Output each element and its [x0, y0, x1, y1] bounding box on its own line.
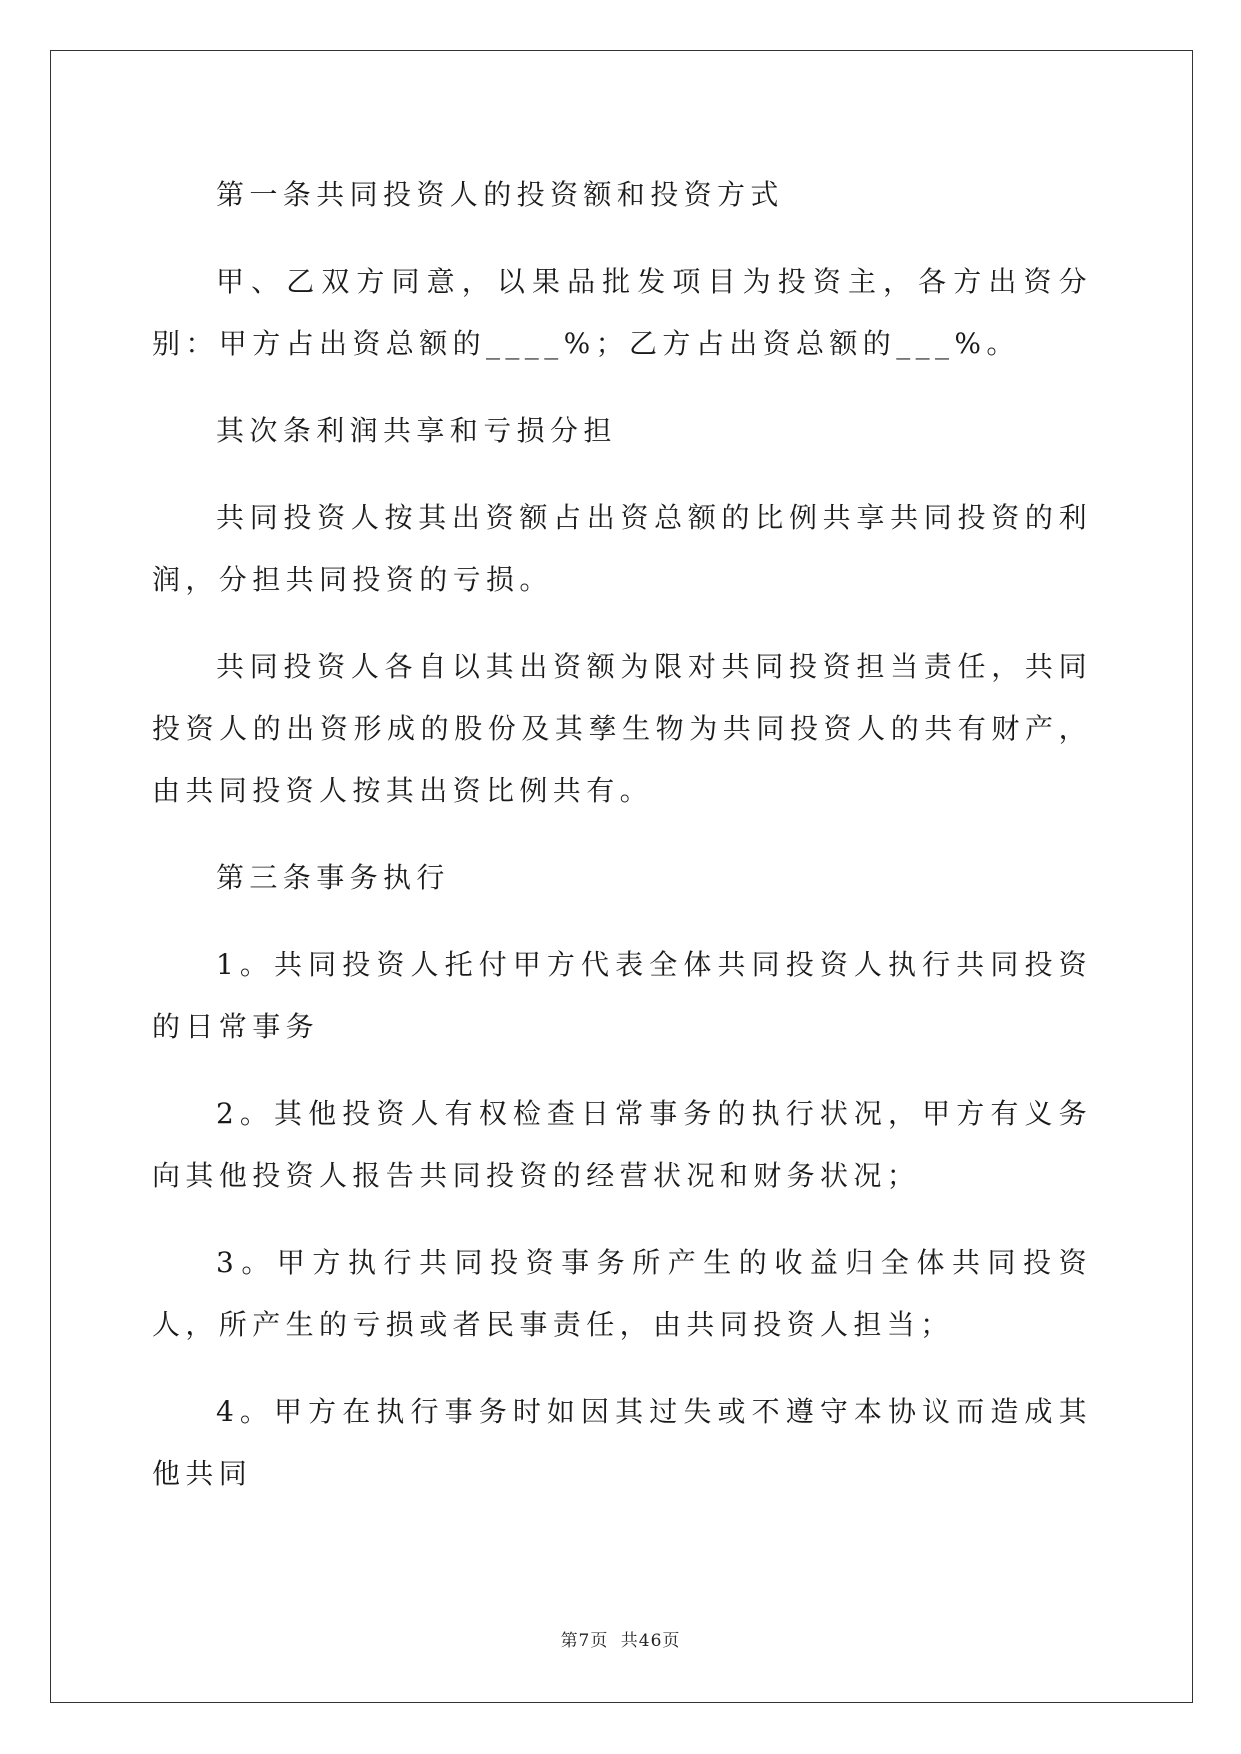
document-body	[152, 164, 1092, 1530]
article-3-item-1: 1。共同投资人托付甲方代表全体共同投资人执行共同投资的日常事务	[152, 948, 1092, 1043]
article-1-heading: 第一条共同投资人的投资额和投资方式	[216, 178, 784, 211]
article-3-item-2: 2。其他投资人有权检查日常事务的执行状况，甲方有义务向其他投资人报告共同投资的经营状况和财务状况；	[152, 1097, 1092, 1192]
article-3-item-4: 4。甲方在执行事务时如因其过失或不遵守本协议而造成其他共同	[152, 1395, 1092, 1490]
article-2-text-1: 共同投资人按其出资额占出资总额的比例共享共同投资的利润，分担共同投资的亏损。	[152, 501, 1092, 596]
page-total: 共46页	[620, 1631, 681, 1651]
article-3-heading: 第三条事务执行	[216, 861, 450, 894]
page-number: 第7页	[560, 1631, 609, 1651]
article-2-text-2: 共同投资人各自以其出资额为限对共同投资担当责任，共同投资人的出资形成的股份及其孳生物为共同投资人的共有财产，由共同投资人按其出资比例共有。	[152, 650, 1092, 807]
article-1-text: 甲、乙双方同意，以果品批发项目为投资主，各方出资分别：甲方占出资总额的____%；乙方占出资总额的___%。	[152, 265, 1092, 360]
article-2-heading: 其次条利润共享和亏损分担	[216, 414, 617, 447]
article-3-item-3: 3。甲方执行共同投资事务所产生的收益归全体共同投资人，所产生的亏损或者民事责任，由共同投资人担当；	[152, 1246, 1092, 1341]
page-footer	[0, 1626, 1241, 1651]
